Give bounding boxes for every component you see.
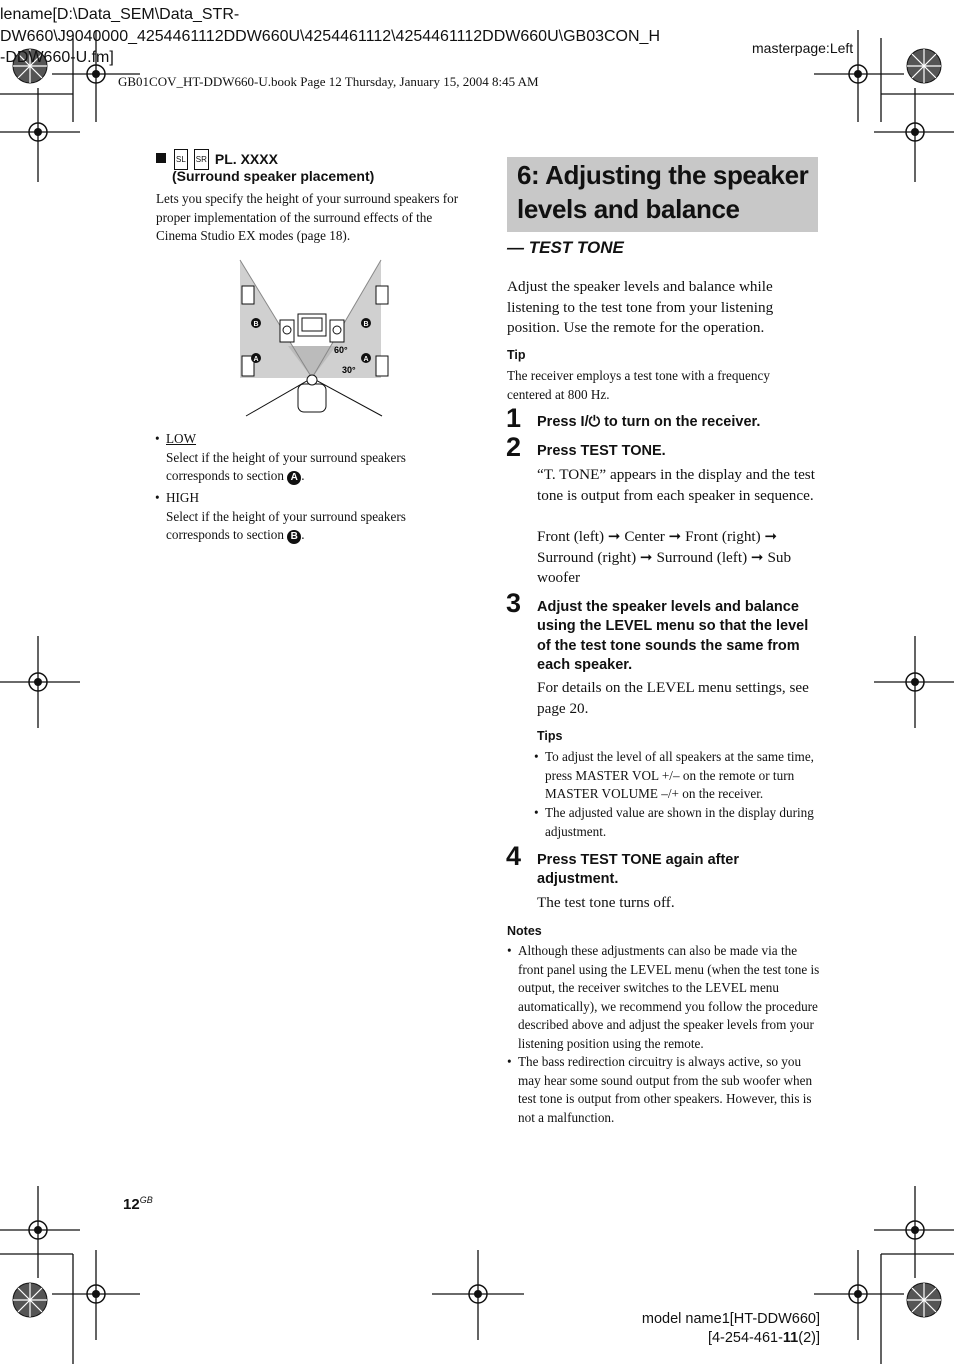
note-item-text: Although these adjustments can also be made via the front panel using the LEVEL menu (when the test tone is output, the receiver switches to the LEVEL menu automatically), we recommend you follow the procedure described above and adjust the speaker levels from your listening position using the remote. [518,943,820,1051]
tip-item: • The adjusted value are shown in the display during adjustment. [534,805,814,839]
step-number: 1 [506,403,522,433]
model-code-bold: 11 [782,1330,799,1346]
model-code-suffix: (2)] [798,1330,820,1346]
angle-label: 30° [342,365,356,375]
step-number: 2 [506,432,522,462]
section-intro: Lets you specify the height of your surround speakers for proper implementation of the surround effects of the Cinema Studio EX modes (page 18). [156,191,459,243]
front-speakers [280,314,344,342]
masterpage-label: masterpage:Left [752,40,854,56]
section-b-marker: B [287,530,301,544]
filename-line: DW660\J9040000_4254461112DDW660U\4254461112\4254461112DDW660U\GB03CON_H [0,27,660,45]
step-body: “T. TONE” appears in the display and the test tone is output from each speaker in sequence. [537,466,815,504]
option-desc: Select if the height of your surround speakers corresponds to section [166,508,406,542]
listener [298,375,326,412]
intro-paragraph: Adjust the speaker levels and balance while listening to the test tone from your listening position. Use the remote for the operation. [507,278,774,336]
page-number-suffix: GB [139,1195,153,1205]
notes-label: Notes [507,924,542,938]
option-low: • LOW Select if the height of your surround speakers corresponds to section A . [155,431,406,483]
option-name: HIGH [166,490,199,505]
tip-label: Tip [507,348,526,362]
sr-icon: SR [194,149,209,170]
surround-speaker-right-low [376,356,388,376]
tips-label: Tips [537,729,563,743]
tip-item-text: To adjust the level of all speakers at the same time, press MASTER VOL +/– on the remote or turn MASTER VOLUME –/+ on the receiver. [545,749,814,801]
surround-speaker-right-high [376,286,388,304]
page-number [123,1195,153,1213]
speaker-sequence: Front (left) ➞ Center ➞ Front (right) ➞ Surround (right) ➞ Surround (left) ➞ Sub woofer [537,528,792,586]
model-code [560,1330,820,1346]
section-subheading: — TEST TONE [507,238,624,257]
step-instruction: Press TEST TONE. [537,443,666,459]
square-bullet-icon [156,153,166,163]
tip-item: • To adjust the level of all speakers at the same time, press MASTER VOL +/– on the remote or turn MASTER VOLUME –/+ on the receiver. [534,749,814,801]
step-body: The test tone turns off. [537,894,675,911]
note-item: • The bass redirection circuitry is always active, so you may hear some sound output from the sub woofer when test tone is output from other speakers. However, this is not a malfunction. [507,1054,813,1125]
page-number-value: 12 [123,1196,140,1213]
step-number: 3 [506,588,522,618]
model-name: model name1[HT-DDW660] [641,1311,820,1327]
option-desc: Select if the height of your surround speakers corresponds to section [166,449,406,483]
option-name: LOW [166,431,197,446]
tip-item-text: The adjusted value are shown in the display during adjustment. [545,805,814,839]
step-instruction: Press I/⏻ to turn on the receiver. [537,414,761,430]
model-code-prefix: [4-254-461- [707,1330,783,1346]
step-body: For details on the LEVEL menu settings, see page 20. [537,679,809,717]
tip-text: The receiver employs a test tone with a frequency centered at 800 Hz. [507,368,770,402]
section-title [156,149,278,170]
speaker-placement-diagram [236,256,396,420]
section-title-text: PL. XXXX [214,151,278,167]
zone-b-marker: B [253,321,259,328]
filename-header [0,4,660,69]
filename-line: lename[D:\Data_SEM\Data_STR- [0,6,240,23]
section-subtitle: (Surround speaker placement) [172,168,375,184]
step-instruction: Adjust the speaker levels and balance using the LEVEL menu so that the level of the test tone sounds the same from each speaker. [537,599,809,673]
section-a-marker: A [287,471,301,485]
surround-speaker-left-high [242,286,254,304]
step-instruction: Press TEST TONE again after adjustment. [537,852,739,888]
note-item: • Although these adjustments can also be made via the front panel using the LEVEL menu (when the test tone is output, the receiver switches to the LEVEL menu automatically), we recommend you follow the procedure described above and adjust the speaker levels from your listening position using the remote. [507,943,820,1051]
book-info-line: GB01COV_HT-DDW660-U.book Page 12 Thursday, January 15, 2004 8:45 AM [118,74,539,89]
option-high: • HIGH Select if the height of your surround speakers corresponds to section B . [155,490,406,542]
zone-a-marker: A [363,356,369,363]
step-number: 4 [506,841,522,871]
sl-icon: SL [174,149,188,170]
angle-label: 60° [334,345,348,355]
note-item-text: The bass redirection circuitry is always active, so you may hear some sound output from the sub woofer when test tone is output from other speakers. However, this is not a malfunction. [518,1054,813,1125]
zone-b-marker: B [363,321,369,328]
zone-a-marker: A [253,356,259,363]
section-heading: 6: Adjusting the speaker levels and balance [517,160,809,224]
filename-line: -DDW660-U.fm] [0,49,114,66]
